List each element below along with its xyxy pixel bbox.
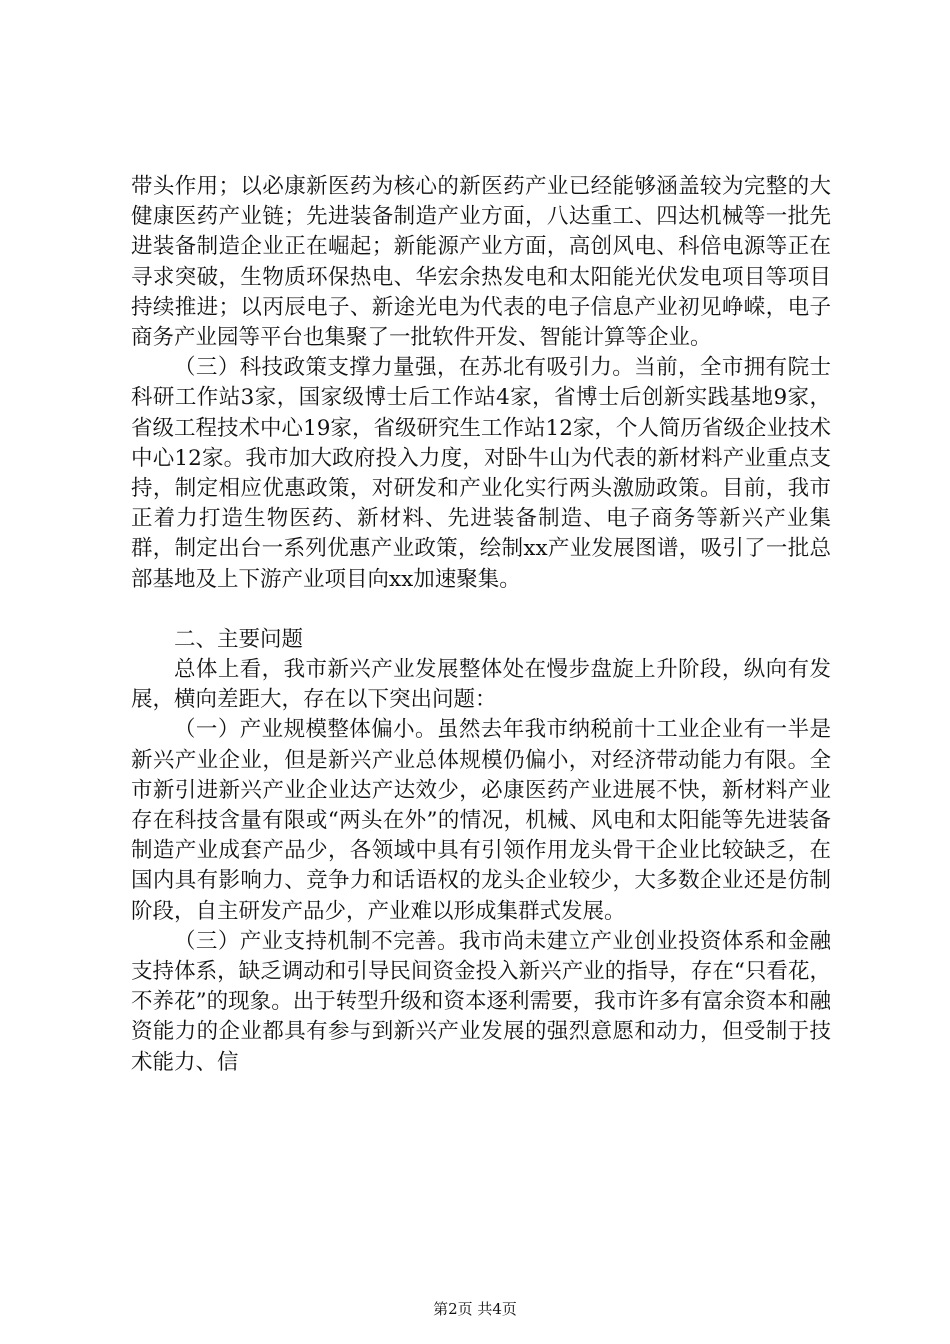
paragraph-continuation: 带头作用；以必康新医药为核心的新医药产业已经能够涵盖较为完整的大健康医药产业链；先进装备制造产业方面，八达重工、四达机械等一批先进装备制造企业正在崛起；新能源产业方面，高创风电、科倍电源等正在寻求突破，生物质环保热电、华宏余热发电和太阳能光伏发电项目等项目持续推进；以丙辰电子、新途光电为代表的电子信息产业初见峥嵘，电子商务产业园等平台也集聚了一批软件开发、智能计算等企业。: [131, 174, 831, 351]
paragraph-industry-scale: （一）产业规模整体偏小。虽然去年我市纳税前十工业企业有一半是新兴产业企业，但是新兴产业总体规模仍偏小，对经济带动能力有限。全市新引进新兴产业企业达产达效少，必康医药产业进展不快，新材料产业存在科技含量有限或“两头在外”的情况，机械、风电和太阳能等先进装备制造产业成套产品少，各领域中具有引领作用龙头骨干企业比较缺乏，在国内具有影响力、竞争力和话语权的龙头企业较少，大多数企业还是仿制阶段，自主研发产品少，产业难以形成集群式发展。: [131, 717, 831, 924]
paragraph-overview: 总体上看，我市新兴产业发展整体处在慢步盘旋上升阶段，纵向有发展，横向差距大，存在以下突出问题：: [131, 657, 831, 713]
paragraph-tech-policy: （三）科技政策支撑力量强，在苏北有吸引力。当前，全市拥有院士科研工作站3家，国家级博士后工作站4家，省博士后创新实践基地9家，省级工程技术中心19家，省级研究生工作站12家，个人简历省级企业技术中心12家。我市加大政府投入力度，对卧牛山为代表的新材料产业重点支持，制定相应优惠政策，对研发和产业化实行两头激励政策。目前，我市正着力打造生物医药、新材料、先进装备制造、电子商务等新兴产业集群，制定出台一系列优惠产业政策，绘制xx产业发展图谱，吸引了一批总部基地及上下游产业项目向xx加速聚集。: [131, 355, 831, 592]
document-body: [131, 172, 831, 1078]
section-heading-main-problems: 二、主要问题: [174, 626, 304, 652]
page-number-footer: 第2页 共4页: [433, 1300, 517, 1318]
paragraph-support-mechanism: （三）产业支持机制不完善。我市尚未建立产业创业投资体系和金融支持体系，缺乏调动和引导民间资金投入新兴产业的指导，存在“只看花，不养花”的现象。出于转型升级和资本逐利需要，我市许多有富余资本和融资能力的企业都具有参与到新兴产业发展的强烈意愿和动力，但受制于技术能力、信: [131, 928, 831, 1075]
